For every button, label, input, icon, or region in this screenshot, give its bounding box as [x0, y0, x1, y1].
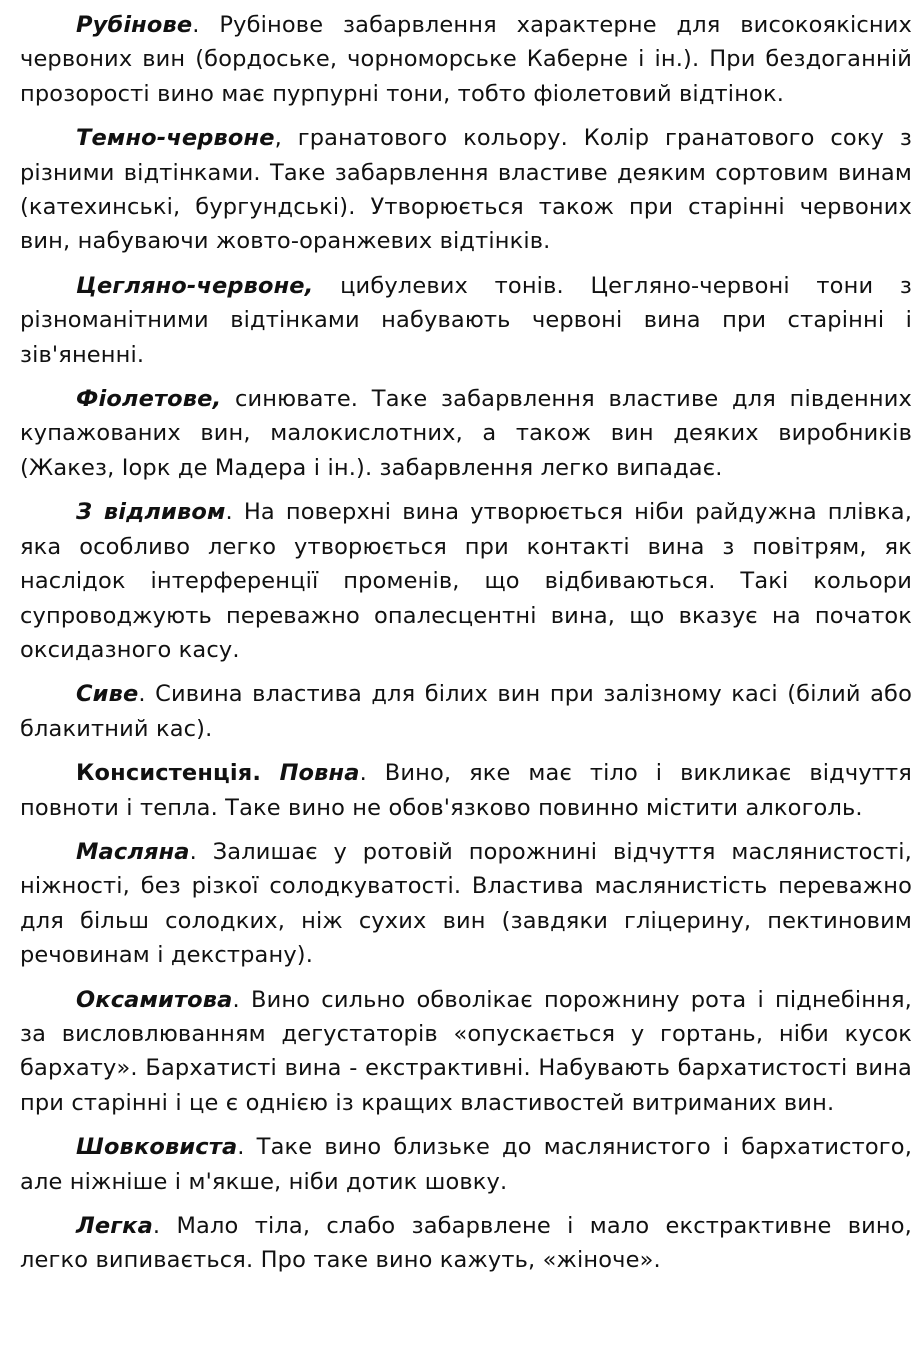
section-heading-konsystentsiia: Консистенція. [76, 760, 280, 787]
text-z-vidlyvom: . На поверхні вина утворюється ніби райдужна плівка, яка особливо легко утворюється при контакті вина з повітрям, як наслідок інтерференції променів, що відбиваються. Такі кольори супроводжують переважно опалесцентні вина, що вказує на початок оксидазного касу. [20, 499, 912, 663]
document-page [20, 8, 912, 1278]
text-shovkovysta: . Таке вино близьке до маслянистого і бархатистого, але ніжніше і м'якше, ніби дотик шовку. [20, 1134, 912, 1195]
text-temno-chervone: , гранатового кольору. Колір гранатового соку з різними відтінками. Таке забарвлення властиве деяким сортовим винам (катехинські, бургундські). Утворюється також при старінні червоних вин, набуваючи жовто-оранжевих відтінків. [20, 125, 912, 255]
term-oksamytova: Оксамитова [76, 986, 233, 1013]
text-fioletove: синювате. Таке забарвлення властиве для південних купажованих вин, малокислотних, а також вин деяких виробників (Жакез, Іорк де Мадера і ін.). забарвлення легко випадає. [20, 386, 912, 481]
text-povna: . Вино, яке має тіло і викликає відчуття повноти і тепла. Таке вино не обов'язково повинно містити алкоголь. [20, 760, 912, 821]
paragraph-maslyana [20, 835, 912, 973]
text-tsehliano-chervone: цибулевих тонів. Цегляно-червоні тони з різноманітними відтінками набувають червоні вина при старінні і зів'яненні. [20, 272, 912, 368]
paragraph-tsehliano-chervone [20, 269, 912, 372]
paragraph-shovkovysta [20, 1130, 912, 1199]
paragraph-syve [20, 677, 912, 746]
term-rubinove: Рубінове [76, 12, 193, 38]
term-shovkovysta: Шовковиста [76, 1134, 238, 1161]
paragraph-povna [20, 756, 912, 825]
term-z-vidlyvom: З відливом [76, 499, 226, 526]
term-maslyana: Масляна [76, 838, 190, 865]
paragraph-oksamytova [20, 983, 912, 1121]
text-lehka: . Мало тіла, слабо забарвлене і мало екстрактивне вино, легко випивається. Про таке вино кажуть, «жіноче». [20, 1213, 912, 1274]
text-maslyana: . Залишає у ротовій порожнині відчуття маслянистості, ніжності, без різкої солодкуватості. Властива маслянистість переважно для більш солодких, ніж сухих вин (завдяки гліцерину, пектиновим речовинам і декстрану). [20, 838, 912, 969]
paragraph-lehka [20, 1209, 912, 1278]
text-oksamytova: . Вино сильно обволікає порожнину рота і піднебіння, за висловлюванням дегустаторів «опускається у гортань, ніби кусок бархату». Бархатисті вина - екстрактивні. Набувають бархатистості вина при старінні і це є однією із кращих властивостей витриманих вин. [20, 986, 912, 1116]
term-lehka: Легка [76, 1213, 153, 1239]
text-rubinove: . Рубінове забарвлення характерне для високоякісних червоних вин (бордоське, чорноморське Каберне і ін.). При бездоганній прозорості вино має пурпурні тони, тобто фіолетовий відтінок. [20, 12, 912, 107]
term-povna: Повна [279, 760, 360, 787]
paragraph-z-vidlyvom [20, 495, 912, 667]
paragraph-rubinove [20, 8, 912, 111]
paragraph-temno-chervone [20, 121, 912, 259]
term-tsehliano-chervone: Цегляно-червоне, [76, 272, 314, 299]
text-syve: . Сивина властива для білих вин при залізному касі (білий або блакитний кас). [20, 681, 912, 742]
term-syve: Сиве [76, 681, 139, 708]
paragraph-fioletove [20, 382, 912, 485]
term-temno-chervone: Темно-червоне [76, 125, 275, 152]
term-fioletove: Фіолетове, [76, 386, 222, 413]
